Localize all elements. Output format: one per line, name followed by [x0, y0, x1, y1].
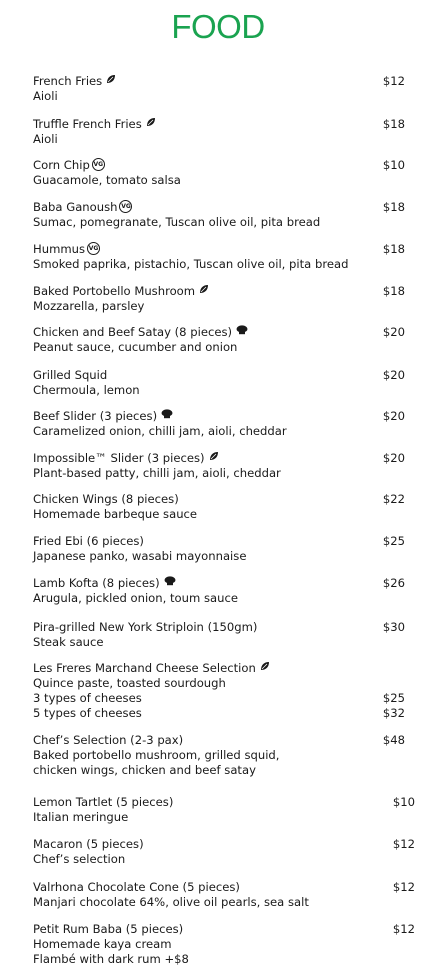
item-price: $18	[382, 242, 405, 256]
menu-item	[33, 409, 405, 439]
item-name: Corn Chip	[33, 158, 90, 172]
item-name: Macaron (5 pieces)	[33, 837, 144, 851]
item-description: Aioli	[33, 132, 58, 146]
item-price: $30	[382, 620, 405, 634]
menu-item	[33, 117, 405, 147]
item-price: $18	[382, 200, 405, 214]
menu-title: FOOD	[171, 8, 265, 45]
item-name: Truffle French Fries	[33, 117, 142, 131]
item-price: $18	[382, 117, 405, 131]
item-description: Chef’s selection	[33, 852, 126, 866]
vegan-icon: VG	[92, 158, 105, 171]
item-description: Quince paste, toasted sourdough	[33, 676, 226, 690]
menu-item	[33, 284, 405, 314]
item-description: Flambé with dark rum +$8	[33, 952, 189, 966]
menu-item-cheese	[33, 661, 405, 721]
item-price: $22	[382, 492, 405, 506]
item-price: $12	[382, 74, 405, 88]
item-price: $25	[382, 534, 405, 548]
item-name: Fried Ebi (6 pieces)	[33, 534, 144, 548]
item-name: Beef Slider (3 pieces)	[33, 409, 158, 423]
menu-item	[33, 492, 405, 522]
item-price: $12	[392, 922, 415, 936]
item-name: French Fries	[33, 74, 103, 88]
item-description: Japanese panko, wasabi mayonnaise	[33, 549, 247, 563]
menu-item	[33, 880, 415, 910]
menu-item	[33, 620, 405, 650]
menu-item-chef-selection	[33, 733, 405, 778]
item-name: Chicken Wings (8 pieces)	[33, 492, 179, 506]
item-description: Baked portobello mushroom, grilled squid,	[33, 748, 280, 762]
item-name: Baked Portobello Mushroom	[33, 284, 196, 298]
item-description: Plant-based patty, chilli jam, aioli, cheddar	[33, 466, 281, 480]
item-description: chicken wings, chicken and beef satay	[33, 763, 256, 777]
menu-item	[33, 325, 405, 355]
menu-item	[33, 534, 405, 564]
leaf-icon	[199, 283, 209, 298]
item-name: Impossible™ Slider (3 pieces)	[33, 451, 205, 465]
item-description: Peanut sauce, cucumber and onion	[33, 340, 238, 354]
item-description: Guacamole, tomato salsa	[33, 173, 181, 187]
item-description: Homemade kaya cream	[33, 937, 172, 951]
item-description: Manjari chocolate 64%, olive oil pearls, sea salt	[33, 895, 309, 909]
vegan-icon: VG	[87, 242, 100, 255]
item-price: $12	[392, 880, 415, 894]
option-label: 5 types of cheeses	[33, 706, 142, 720]
menu-item	[33, 200, 405, 230]
item-description: Smoked paprika, pistachio, Tuscan olive oil, pita bread	[33, 257, 349, 271]
item-description: Caramelized onion, chilli jam, aioli, cheddar	[33, 424, 287, 438]
item-name: Hummus	[33, 242, 86, 256]
item-description: Mozzarella, parsley	[33, 299, 145, 313]
item-description: Sumac, pomegranate, Tuscan olive oil, pita bread	[33, 215, 321, 229]
chef-hat-icon	[164, 575, 176, 590]
item-name: Petit Rum Baba (5 pieces)	[33, 922, 184, 936]
menu-item	[33, 576, 405, 606]
item-price: $20	[382, 409, 405, 423]
item-price: $20	[382, 325, 405, 339]
leaf-icon	[209, 450, 219, 465]
item-price: $18	[382, 284, 405, 298]
item-description: Chermoula, lemon	[33, 383, 140, 397]
item-name: Chicken and Beef Satay (8 pieces)	[33, 325, 233, 339]
item-name: Grilled Squid	[33, 368, 108, 382]
menu-item	[33, 451, 405, 481]
chef-hat-icon	[236, 324, 248, 339]
item-price: $20	[382, 368, 405, 382]
item-price: $12	[392, 837, 415, 851]
menu-item	[33, 368, 405, 398]
option-price: $25	[382, 691, 405, 705]
item-price: $26	[382, 576, 405, 590]
item-description: Italian meringue	[33, 810, 129, 824]
leaf-icon	[106, 73, 116, 88]
item-name: Lamb Kofta (8 pieces)	[33, 576, 160, 590]
item-name: Les Freres Marchand Cheese Selection	[33, 661, 256, 675]
item-description: Steak sauce	[33, 635, 104, 649]
menu-item-rum-baba	[33, 922, 415, 967]
item-description: Homemade barbeque sauce	[33, 507, 198, 521]
menu-item	[33, 158, 405, 188]
leaf-icon	[260, 660, 270, 675]
item-name: Lemon Tartlet (5 pieces)	[33, 795, 174, 809]
item-name: Chef’s Selection (2-3 pax)	[33, 733, 184, 747]
item-price: $48	[382, 733, 405, 747]
item-description: Aioli	[33, 89, 58, 103]
item-price: $10	[392, 795, 415, 809]
option-label: 3 types of cheeses	[33, 691, 142, 705]
vegan-icon: VG	[119, 200, 132, 213]
menu-item	[33, 74, 405, 104]
menu-item	[33, 837, 415, 867]
option-price: $32	[382, 706, 405, 720]
chef-hat-icon	[161, 408, 173, 423]
item-description: Arugula, pickled onion, toum sauce	[33, 591, 238, 605]
item-price: $20	[382, 451, 405, 465]
leaf-icon	[146, 116, 156, 131]
menu-item	[33, 242, 405, 272]
item-price: $10	[382, 158, 405, 172]
item-name: Baba Ganoush	[33, 200, 118, 214]
item-name: Valrhona Chocolate Cone (5 pieces)	[33, 880, 240, 894]
item-name: Pira-grilled New York Striploin (150gm)	[33, 620, 258, 634]
menu-item	[33, 795, 415, 825]
